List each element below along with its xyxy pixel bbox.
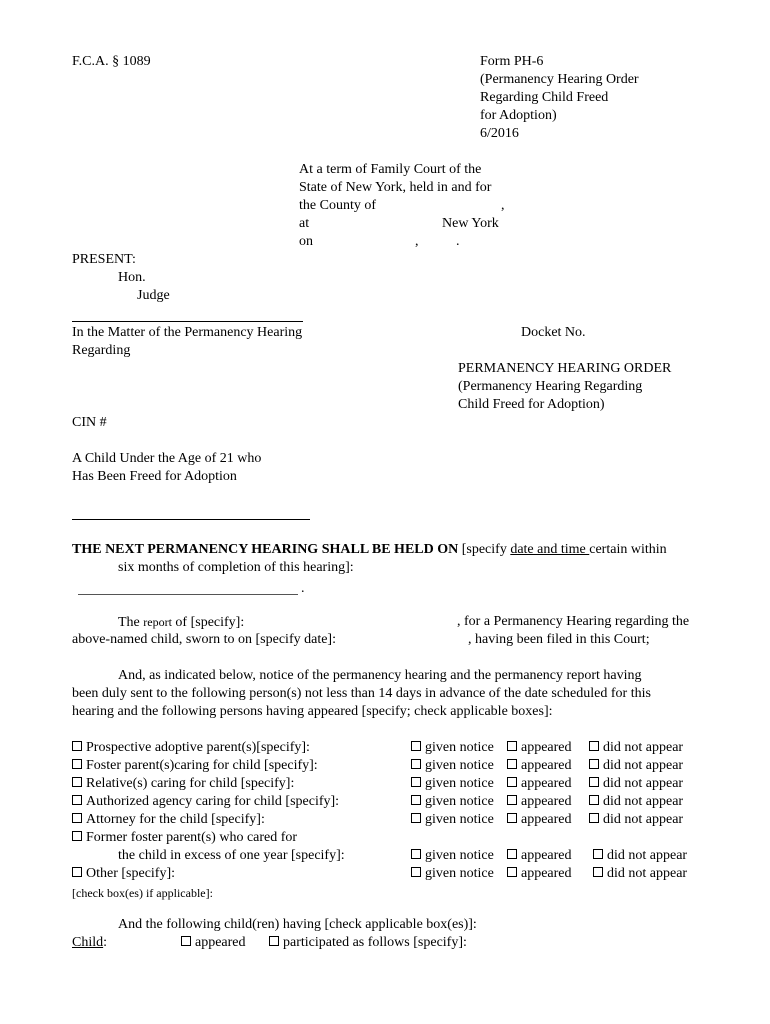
check-boxes-note: [check box(es) if applicable]: (72, 886, 213, 900)
matter-title: Regarding (72, 343, 131, 358)
next-hearing-period: . (301, 581, 305, 596)
foster-parent-checkbox[interactable] (72, 759, 82, 769)
given-notice-checkbox[interactable] (411, 777, 421, 787)
status-options-row: appeared (507, 739, 572, 757)
present-label: PRESENT: (72, 252, 136, 267)
status-options-row: appeared (507, 793, 572, 811)
former-foster-parent-checkbox[interactable] (72, 831, 82, 841)
given-notice-checkbox[interactable] (411, 813, 421, 823)
status-options-row: given notice (411, 775, 494, 793)
authorized-agency-checkbox[interactable] (72, 795, 82, 805)
notice-paragraph-line: And, as indicated below, notice of the permanency hearing and the permanency report having (118, 668, 642, 683)
next-hearing-spec: [specify (458, 542, 511, 557)
child-participated-option: participated as follows [specify]: (269, 934, 467, 952)
statute-citation: F.C.A. § 1089 (72, 54, 151, 69)
report-word: report (143, 615, 172, 629)
order-title: PERMANENCY HEARING ORDER (458, 361, 672, 376)
status-options-row: appeared (507, 847, 572, 865)
did-not-appear-checkbox[interactable] (593, 867, 603, 877)
county-label: the County of (299, 198, 376, 213)
child-description: A Child Under the Age of 21 who (72, 451, 262, 466)
date-and-time-underlined: date and time (510, 542, 590, 557)
given-notice-checkbox[interactable] (411, 741, 421, 751)
court-term-line: At a term of Family Court of the (299, 162, 482, 177)
person-row-label: Authorized agency caring for child [specify]: (72, 793, 339, 811)
next-hearing-line (72, 541, 667, 559)
status-options-row: given notice (411, 757, 494, 775)
status-options-row: appeared (507, 775, 572, 793)
status-options-row: did not appear (589, 793, 683, 811)
child-appeared-checkbox[interactable] (181, 936, 191, 946)
status-options-row: appeared (507, 811, 572, 829)
did-not-appear-checkbox[interactable] (589, 741, 599, 751)
did-not-appear-checkbox[interactable] (593, 849, 603, 859)
judge-label: Judge (137, 288, 170, 303)
status-options-row: given notice (411, 793, 494, 811)
caption-bottom-rule (72, 519, 310, 520)
did-not-appear-checkbox[interactable] (589, 759, 599, 769)
date-period: . (456, 234, 460, 249)
form-description-line: Regarding Child Freed (480, 90, 609, 105)
child-label: Child: (72, 935, 108, 950)
next-hearing-instruction: six months of completion of this hearing]: (118, 560, 354, 575)
did-not-appear-checkbox[interactable] (589, 777, 599, 787)
person-row-label-continued: the child in excess of one year [specify]: (118, 848, 345, 863)
honorable-label: Hon. (118, 270, 146, 285)
did-not-appear-checkbox[interactable] (589, 795, 599, 805)
form-number: Form PH-6 (480, 54, 544, 69)
status-options-row: appeared (507, 865, 572, 883)
status-options-row: did not appear (593, 865, 687, 883)
did-not-appear-checkbox[interactable] (589, 813, 599, 823)
date-label: on (299, 234, 313, 249)
location-label: at (299, 216, 310, 231)
child-appeared-option: appeared (181, 934, 246, 952)
status-options-row: did not appear (593, 847, 687, 865)
status-options-row: given notice (411, 739, 494, 757)
notice-paragraph-line: hearing and the following persons having appeared [specify; check applicable boxes]: (72, 704, 553, 719)
status-options-row: did not appear (589, 757, 683, 775)
cin-label: CIN # (72, 415, 107, 430)
child-description: Has Been Freed for Adoption (72, 469, 237, 484)
status-options-row: given notice (411, 811, 494, 829)
appeared-checkbox[interactable] (507, 867, 517, 877)
notice-paragraph-line: been duly sent to the following person(s) not less than 14 days in advance of the date scheduled for this (72, 686, 651, 701)
children-intro: And the following child(ren) having [check applicable box(es)]: (118, 917, 477, 932)
other-person-checkbox[interactable] (72, 867, 82, 877)
appeared-checkbox[interactable] (507, 813, 517, 823)
person-row-label: Other [specify]: (72, 865, 175, 883)
order-subtitle: (Permanency Hearing Regarding (458, 379, 643, 394)
caption-top-rule (72, 321, 303, 322)
person-row-label: Relative(s) caring for child [specify]: (72, 775, 294, 793)
next-hearing-heading: THE NEXT PERMANENCY HEARING SHALL BE HELD ON (72, 542, 459, 557)
status-options-row: did not appear (589, 739, 683, 757)
person-row-label: Former foster parent(s) who cared for (72, 829, 297, 847)
person-row-label: Foster parent(s)caring for child [specify]: (72, 757, 318, 775)
court-term-line: State of New York, held in and for (299, 180, 492, 195)
status-options-row: did not appear (589, 811, 683, 829)
next-hearing-date-field[interactable] (78, 594, 298, 595)
order-subtitle: Child Freed for Adoption) (458, 397, 605, 412)
form-description-line: for Adoption) (480, 108, 557, 123)
prospective-adoptive-parent-checkbox[interactable] (72, 741, 82, 751)
status-options-row: appeared (507, 757, 572, 775)
county-comma: , (501, 198, 505, 213)
date-comma: , (415, 234, 419, 249)
form-description-line: (Permanency Hearing Order (480, 72, 639, 87)
docket-label: Docket No. (521, 325, 586, 340)
person-row-label: Prospective adoptive parent(s)[specify]: (72, 739, 310, 757)
appeared-checkbox[interactable] (507, 741, 517, 751)
relative-checkbox[interactable] (72, 777, 82, 787)
given-notice-checkbox[interactable] (411, 867, 421, 877)
appeared-checkbox[interactable] (507, 759, 517, 769)
appeared-checkbox[interactable] (507, 849, 517, 859)
report-filed-line: , having been filed in this Court; (468, 632, 650, 647)
given-notice-checkbox[interactable] (411, 849, 421, 859)
status-options-row: given notice (411, 847, 494, 865)
appeared-checkbox[interactable] (507, 795, 517, 805)
next-hearing-spec-end: certain within (589, 542, 667, 557)
appeared-checkbox[interactable] (507, 777, 517, 787)
report-line: The report of [specify]: (118, 615, 245, 630)
form-date: 6/2016 (480, 126, 519, 141)
child-participated-checkbox[interactable] (269, 936, 279, 946)
status-options-row: given notice (411, 865, 494, 883)
attorney-for-child-checkbox[interactable] (72, 813, 82, 823)
given-notice-checkbox[interactable] (411, 759, 421, 769)
report-line-end: , for a Permanency Hearing regarding the (457, 614, 690, 629)
state-label: New York (442, 216, 499, 231)
given-notice-checkbox[interactable] (411, 795, 421, 805)
person-row-label: Attorney for the child [specify]: (72, 811, 265, 829)
report-sworn-line: above-named child, sworn to on [specify date]: (72, 632, 336, 647)
status-options-row: did not appear (589, 775, 683, 793)
matter-title: In the Matter of the Permanency Hearing (72, 325, 303, 340)
